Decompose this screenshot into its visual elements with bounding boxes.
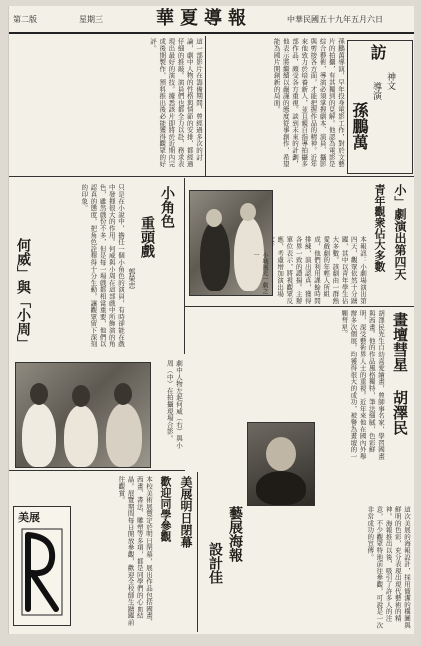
small-role-title-a: 小角色 bbox=[159, 186, 175, 228]
poster-title-a: 藝展海報 bbox=[227, 506, 243, 562]
interview-subtitle-b: 導演 bbox=[371, 82, 381, 100]
person-head bbox=[72, 385, 90, 407]
exhibit-title-b: 歡迎同學參觀 bbox=[159, 476, 172, 542]
person-head bbox=[114, 383, 132, 405]
interview-name: 孫鵬萬 bbox=[350, 102, 369, 150]
top-left-article: 這一部影片在籌備期間，曾經過多次的討論，劇中人物的性格與情節的安排，都經過仔細的推敲。演員們也都全力以赴，務求表現出最好的演技。據悉該片即將於近期內完成後期製作，預料推出後必能獲得觀眾的好評。 bbox=[148, 38, 203, 168]
exhibit-body: 本校美術展覽定於明日閉幕，展出作品包括國畫、西畫、書法、雕塑等多項，都是同學們的心血結晶。展覽期間每日開放參觀，歡迎全校師生踴躍前往觀賞。 bbox=[117, 476, 153, 626]
star-body: 胡澤民先生自幼喜愛繪畫，曾師事名家，學習國畫與西畫。他的作品風格獨特，筆法細膩，色彩鮮明，深受藝術界人士的重視。近年來他在國內外舉辦多次個展，均獲得很大的成功，被譽為畫壇的一顆彗星。 bbox=[340, 310, 385, 460]
column-rule bbox=[197, 472, 198, 632]
section-rule bbox=[9, 470, 185, 471]
person-head bbox=[30, 383, 48, 405]
person-silhouette bbox=[64, 405, 98, 467]
portrait-photo bbox=[247, 422, 315, 506]
newspaper-page bbox=[8, 6, 414, 634]
exhibit-logo bbox=[13, 506, 71, 626]
person-silhouette bbox=[106, 403, 142, 467]
small-role-title-c: 何威」與「小周」 bbox=[15, 238, 31, 350]
interview-tag: 訪 bbox=[368, 44, 387, 60]
figure-face bbox=[206, 209, 222, 227]
small-role-body: 只是在小說中，擔任一個小角色的演員，有時卻能在戲中發揮很大的作用。何威與小周在這部戲中所飾演的角色，雖然戲份不多，但是每一場戲都相當重要，他們以認真的態度，把角色詮釋得十分生動，讓觀眾留下深刻的印象。 bbox=[80, 184, 125, 348]
masthead bbox=[9, 6, 414, 34]
page-number: 第二版 bbox=[13, 15, 37, 24]
small-role-author: 郭榮忠 bbox=[128, 268, 136, 289]
person-silhouette bbox=[22, 403, 56, 467]
newspaper-title: 華夏導報 bbox=[156, 8, 252, 29]
section-rule bbox=[9, 176, 414, 177]
play-story-title-a: 小」劇演出第四天 bbox=[393, 184, 407, 280]
column-rule bbox=[184, 178, 185, 354]
interview-body: 孫鵬萬導演，早年投身電影工作，對於文藝片的拍攝，有其獨到的見解。他認為電影是綜合藝術，導演必須掌握劇本、演員、攝影與剪接各方面，才能把握作品的精神。近年來他致力於培養新人，並且親自指導拍攝多部作品，頗受各方重視。談到未來的計劃，他表示將繼續以嚴謹的態度從事創作，希望能為國片開創新的局面。 bbox=[272, 38, 345, 168]
exhibit-logo-label: 美展 bbox=[18, 511, 40, 524]
group-photo-caption: 劇中人物左起何威（右）與小周（中）在拍攝現場合影。 bbox=[165, 360, 183, 449]
star-title-b: 胡澤民 bbox=[391, 390, 409, 435]
publication-date: 中華民國五十九年五月六日 bbox=[287, 15, 383, 24]
play-story-body: 本報訊：小劇場演出第四天，觀眾依然十分踴躍，其中以青年學生佔大多數。該劇由一群熱愛戲劇的年輕人所組成，他們利用課餘時間排練，演出認真，獲得各界一致的讚揚。主辦單位表示，將視觀眾反應，考慮增加演出場 bbox=[276, 236, 367, 304]
poster-title-b: 設計佳 bbox=[207, 542, 223, 584]
portrait-face bbox=[266, 437, 296, 471]
weekday: 星期三 bbox=[79, 15, 103, 24]
exhibit-title-a: 美展明日閉幕 bbox=[179, 476, 193, 548]
play-story-title-b: 青年觀衆佔大多數 bbox=[373, 184, 386, 272]
portrait-shoulders bbox=[256, 471, 306, 505]
interview-subtitle-a: 神文 bbox=[385, 72, 395, 90]
stage-photo-caption: 小城風光一劇之一 bbox=[252, 252, 268, 294]
poster-body: 這次美展的海報設計，採用簡潔的構圖與鮮明的色彩，充分表現出現代藝術的精神。海報推出以後，吸引了許多人的注意，不少觀眾特地前往參觀，可說是一次非常成功的宣傳。 bbox=[366, 506, 411, 629]
figure-face bbox=[240, 203, 256, 221]
column-rule bbox=[205, 36, 206, 176]
group-photo bbox=[15, 362, 151, 468]
star-title-a: 畫壇彗星 bbox=[391, 312, 409, 372]
section-rule bbox=[185, 306, 414, 307]
exhibit-logo-mark bbox=[14, 523, 70, 623]
small-role-title-b: 重頭戲 bbox=[139, 216, 155, 258]
figure-silhouette bbox=[200, 221, 230, 291]
